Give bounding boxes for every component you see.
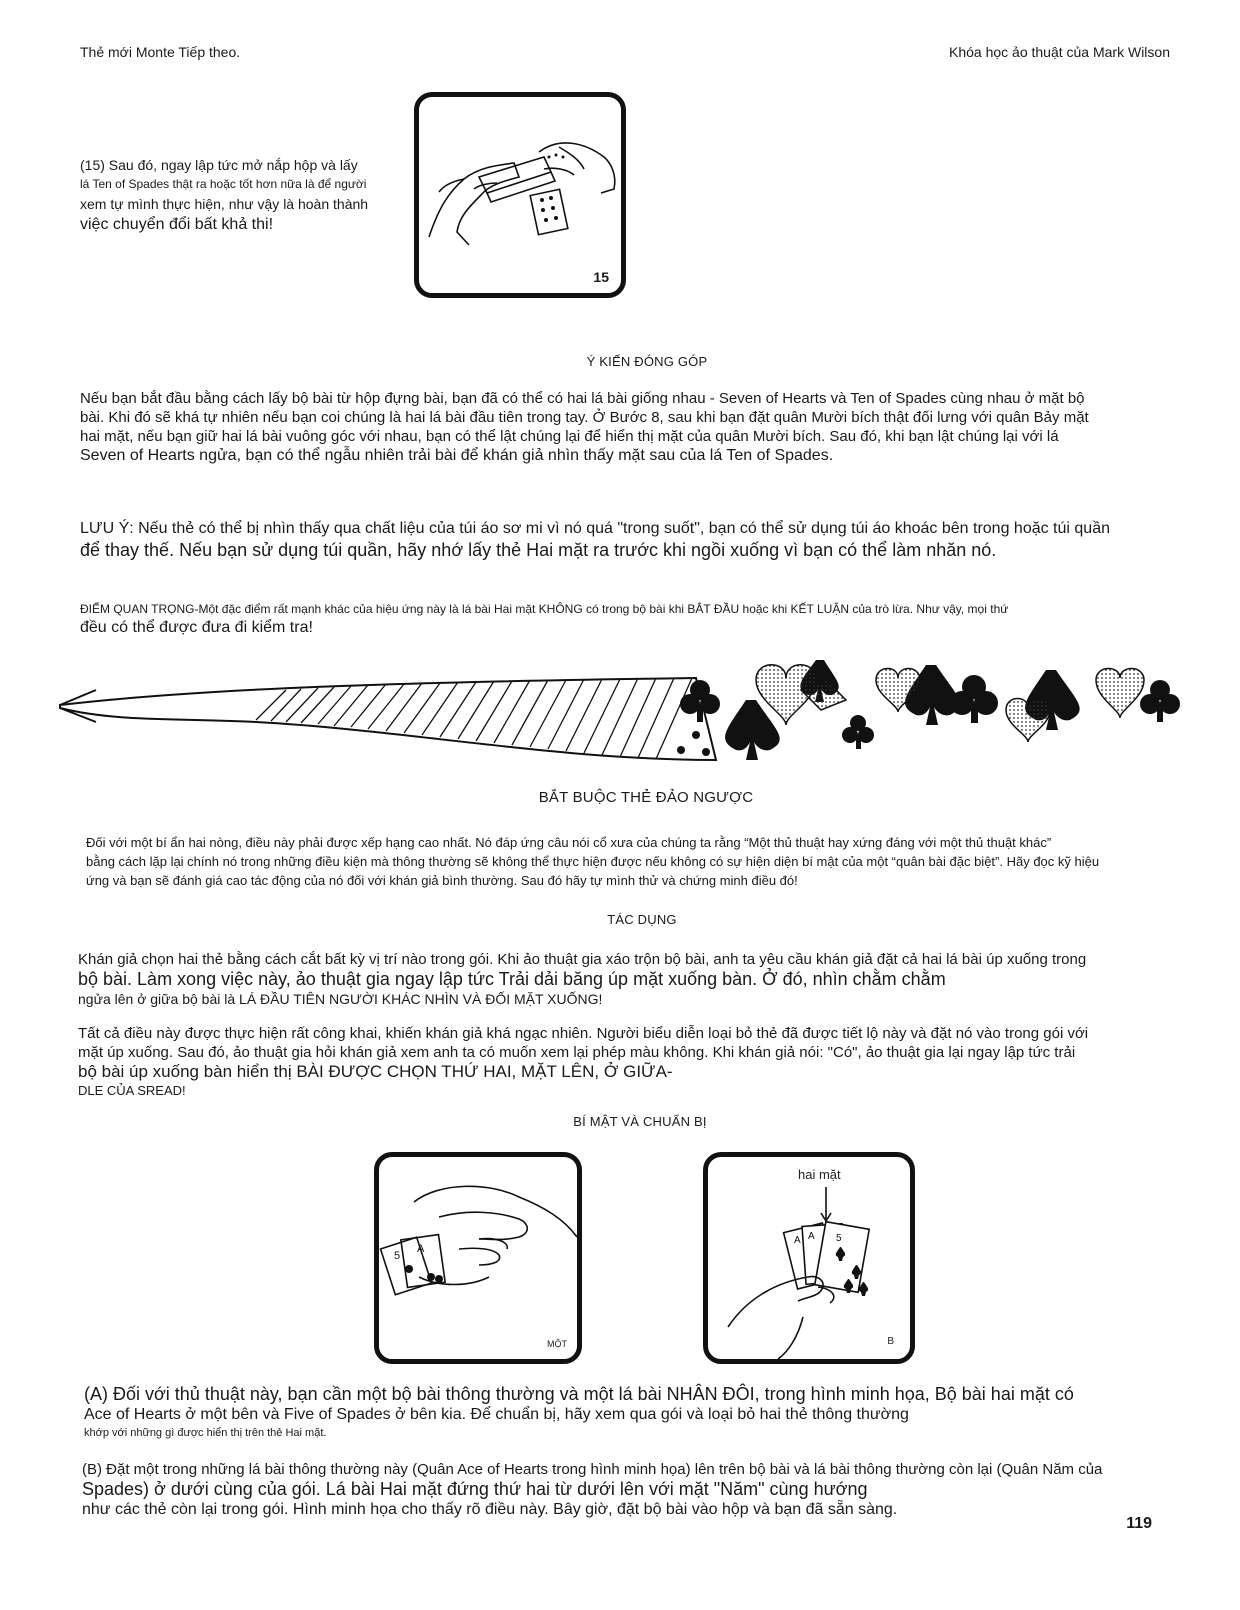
note-line: LƯU Ý: Nếu thẻ có thể bị nhìn thấy qua chất liệu của túi áo sơ mi vì nó quá "trong suốt", bạn có thể sử dụng túi áo khoác bên trong hoặc túi quần	[80, 520, 1110, 537]
feedback-line: Nếu bạn bắt đầu bằng cách lấy bộ bài từ hộp đựng bài, bạn đã có thể có hai lá bài giống nhau - Seven of Hearts và Ten of Spades cùng nhau ở mặt bộ	[80, 390, 1085, 407]
hand-holding-cards-illustration	[379, 1157, 577, 1359]
svg-text:A: A	[417, 1243, 425, 1255]
secret-b-line: như các thẻ còn lại trong gói. Hình minh họa cho thấy rõ điều này. Bây giờ, đặt bộ bài vào hộp và bạn đã sẵn sàng.	[82, 1501, 898, 1518]
secret-b-line: (B) Đặt một trong những lá bài thông thường này (Quân Ace of Hearts trong hình minh họa) lên trên bộ bài và lá bài thông thường còn lại (Quân Năm của	[82, 1461, 1103, 1478]
figure-b-label: B	[887, 1336, 894, 1347]
forced-reverse-line: Đối với một bí ẩn hai nòng, điều này phải được xếp hạng cao nhất. Nó đáp ứng câu nói cổ xưa của chúng ta rằng “Một thủ thuật hay xứng đáng với một thủ thuật khác”	[86, 835, 1052, 850]
effect-line: bộ bài. Làm xong việc này, ảo thuật gia ngay lập tức Trải dải băng úp mặt xuống bàn. Ở đó, nhìn chằm chằm	[78, 969, 946, 989]
card-spread-illustration	[56, 660, 1206, 785]
effect-line: Tất cả điều này được thực hiện rất công khai, khiến khán giả khá ngạc nhiên. Người biểu diễn loại bỏ thẻ đã được tiết lộ này và đặt nó vào trong gói với	[78, 1025, 1089, 1042]
step15-text	[80, 155, 400, 235]
figure-15	[414, 92, 626, 298]
secret-b-line: Spades) ở dưới cùng của gói. Lá bài Hai mặt đứng thứ hai từ dưới lên với mặt "Năm" cùng hướng	[82, 1479, 868, 1499]
step15-line: (15) Sau đó, ngay lập tức mở nắp hộp và lấy	[80, 157, 358, 173]
important-line: đều có thể được đưa đi kiểm tra!	[80, 619, 313, 636]
forced-reverse-paragraph	[86, 833, 1176, 890]
step15-line: xem tự mình thực hiện, như vậy là hoàn thành	[80, 196, 369, 212]
section-title-effect: TÁC DỤNG	[607, 912, 677, 927]
svg-text:5: 5	[394, 1250, 401, 1262]
feedback-line: Seven of Hearts ngửa, bạn có thể ngẫu nhiên trải bài để khán giả nhìn thấy mặt sau của lá Ten of Spades.	[80, 447, 834, 464]
figure-a	[374, 1152, 582, 1364]
feedback-line: bài. Khi đó sẽ khá tự nhiên nếu bạn coi chúng là hai lá bài đầu tiên trong tay. Ở Bước 8, sau khi bạn đặt quân Mười bích thật đối lưng với quân Bảy mặt	[80, 409, 1089, 426]
header-left: Thẻ mới Monte Tiếp theo.	[80, 44, 241, 60]
svg-text:A: A	[794, 1235, 801, 1246]
svg-text:A: A	[808, 1231, 815, 1242]
forced-reverse-line: ứng và bạn sẽ đánh giá cao tác động của nó đối với khán giả bình thường. Sau đó hãy tự mình thử và chứng minh điều đó!	[86, 873, 798, 888]
secret-a-line: khớp với những gì được hiển thị trên thẻ Hai mặt.	[84, 1427, 327, 1439]
secret-paragraph-b	[82, 1460, 1172, 1520]
note-line: để thay thế. Nếu bạn sử dụng túi quần, hãy nhớ lấy thẻ Hai mặt ra trước khi ngồi xuống vì bạn có thể làm nhăn nó.	[80, 540, 997, 560]
secret-paragraph-a	[84, 1383, 1174, 1441]
effect-paragraph-2	[78, 1024, 1168, 1100]
forced-reverse-line: bằng cách lặp lại chính nó trong những điều kiện mà thông thường sẽ không thể thực hiện được nếu không có sự hiện diện bí mật của một “quân bài đặc biệt”. Hãy đọc kỹ hiệu	[86, 854, 1100, 869]
feedback-line: hai mặt, nếu bạn giữ hai lá bài vuông góc với nhau, bạn có thể lật chúng lại để hiển thị mặt của quân Mười bích. Sau đó, khi bạn lật chúng lại với lá	[80, 428, 1059, 445]
important-line: ĐIỂM QUAN TRỌNG-Một đặc điểm rất mạnh khác của hiệu ứng này là lá bài Hai mặt KHÔNG có trong bộ bài khi BẮT ĐẦU hoặc khi KẾT LUẬN của trò lừa. Như vậy, mọi thứ	[80, 602, 1009, 616]
effect-line: DLE CỦA SREAD!	[78, 1083, 186, 1098]
section-title-secret: BÍ MẬT VÀ CHUẨN BỊ	[573, 1114, 707, 1129]
effect-paragraph-1	[78, 950, 1168, 1009]
secret-a-line: (A) Đối với thủ thuật này, bạn cần một bộ bài thông thường và một lá bài NHÂN ĐÔI, trong hình minh họa, Bộ bài hai mặt có	[84, 1384, 1074, 1404]
secret-a-line: Ace of Hearts ở một bên và Five of Spades ở bên kia. Để chuẩn bị, hãy xem qua gói và loại bỏ hai thẻ thông thường	[84, 1406, 909, 1423]
figure-a-label: MỘT	[547, 1339, 567, 1349]
figure-number: 15	[593, 269, 609, 285]
effect-line: mặt úp xuống. Sau đó, ảo thuật gia hỏi khán giả xem anh ta có muốn xem lại phép màu không. Khi khán giả nói: "Có", ảo thuật gia lại ngay lập tức trải	[78, 1044, 1076, 1061]
step15-line: lá Ten of Spades thật ra hoặc tốt hơn nữa là để người	[80, 177, 367, 191]
section-title-feedback: Ý KIẾN ĐÓNG GÓP	[586, 354, 708, 369]
hands-card-box-illustration	[419, 97, 621, 293]
step15-line: việc chuyển đổi bất khả thi!	[80, 216, 274, 233]
feedback-paragraph	[80, 389, 1170, 465]
figure-b-callout: hai mặt	[798, 1167, 841, 1182]
page-number: 119	[1126, 1515, 1152, 1532]
note-paragraph	[80, 519, 1170, 561]
svg-text:5: 5	[836, 1233, 842, 1244]
important-paragraph	[80, 600, 1170, 638]
figure-b	[703, 1152, 915, 1364]
effect-line: bộ bài úp xuống bàn hiển thị BÀI ĐƯỢC CHỌN THỨ HAI, MẶT LÊN, Ở GIỮA-	[78, 1062, 673, 1081]
hand-fanned-cards-illustration	[708, 1157, 910, 1359]
section-title-forced-reverse: BẮT BUỘC THẺ ĐẢO NGƯỢC	[538, 789, 754, 806]
effect-line: Khán giả chọn hai thẻ bằng cách cắt bất kỳ vị trí nào trong gói. Khi ảo thuật gia xáo trộn bộ bài, anh ta yêu cầu khán giả đặt cả hai lá bài úp xuống trong	[78, 951, 1087, 968]
header-right: Khóa học ảo thuật của Mark Wilson	[948, 44, 1170, 60]
effect-line: ngửa lên ở giữa bộ bài là LÁ ĐẦU TIÊN NGƯỜI KHÁC NHÌN VÀ ĐỐI MẶT XUỐNG!	[78, 991, 603, 1007]
